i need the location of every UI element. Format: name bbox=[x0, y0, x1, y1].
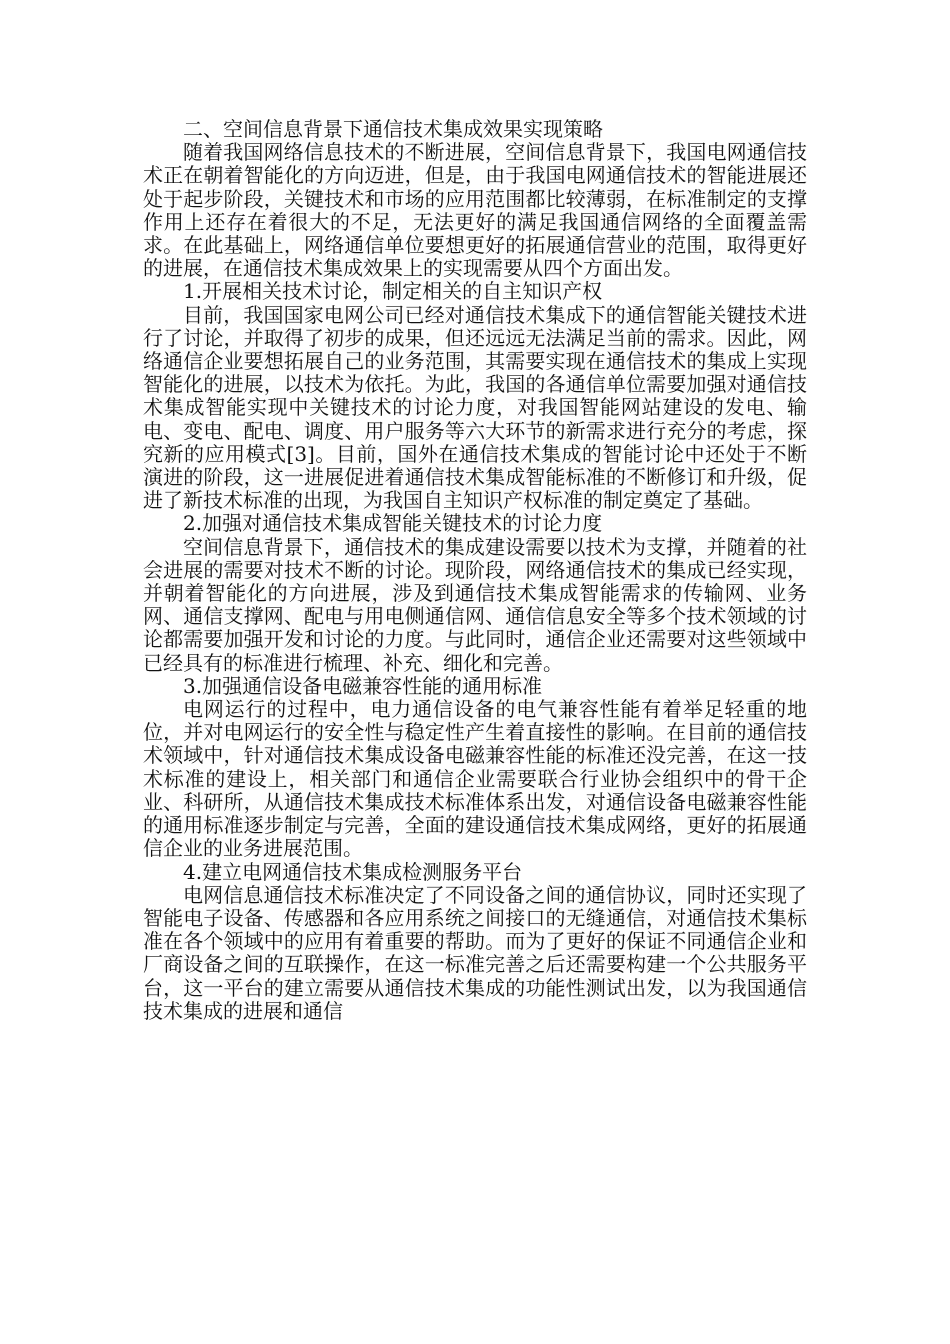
body-paragraph: 随着我国网络信息技术的不断进展，空间信息背景下，我国电网通信技术正在朝着智能化的方向迈进，但是，由于我国电网通信技术的智能进展还处于起步阶段，关键技术和市场的应用范围都比较薄弱，在标准制定的支撑作用上还存在着很大的不足，无法更好的满足我国通信网络的全面覆盖需求。在此基础上，网络通信单位要想更好的拓展通信营业的范围，取得更好的进展，在通信技术集成效果上的实现需要从四个方面出发。 bbox=[143, 140, 807, 281]
subsection-heading-3: 3.加强通信设备电磁兼容性能的通用标准 bbox=[183, 673, 543, 698]
subsection-heading-2: 2.加强对通信技术集成智能关键技术的讨论力度 bbox=[183, 511, 603, 536]
section-heading: 二、空间信息背景下通信技术集成效果实现策略 bbox=[183, 117, 603, 141]
subsection-heading-4: 4.建立电网通信技术集成检测服务平台 bbox=[183, 859, 523, 884]
body-paragraph: 目前，我国国家电网公司已经对通信技术集成下的通信智能关键技术进行了讨论，并取得了初步的成果，但还远远无法满足当前的需求。因此，网络通信企业要想拓展自己的业务范围，其需要实现在通信技术的集成上实现智能化的进展，以技术为依托。为此，我国的各通信单位需要加强对通信技术集成智能实现中关键技术的讨论力度，对我国智能网站建设的发电、输电、变电、配电、调度、用户服务等六大环节的新需求进行充分的考虑，探究新的应用模式[3]。目前，国外在通信技术集成的智能讨论中还处于不断演进的阶段，这一进展促进着通信技术集成智能标准的不断修订和升级，促进了新技术标准的出现，为我国自主知识产权标准的制定奠定了基础。 bbox=[143, 302, 807, 513]
body-paragraph: 电网信息通信技术标准决定了不同设备之间的通信协议，同时还实现了智能电子设备、传感器和各应用系统之间接口的无缝通信，对通信技术集标准在各个领域中的应用有着重要的帮助。而为了更好的保证不同通信企业和厂商设备之间的互联操作，在这一标准完善之后还需要构建一个公共服务平台，这一平台的建立需要从通信技术集成的功能性测试出发，以为我国通信技术集成的进展和通信 bbox=[143, 882, 807, 1023]
document-body bbox=[143, 118, 807, 1023]
body-paragraph: 电网运行的过程中，电力通信设备的电气兼容性能有着举足轻重的地位，并对电网运行的安全性与稳定性产生着直接性的影响。在目前的通信技术领域中，针对通信技术集成设备电磁兼容性能的标准还没完善，在这一技术标准的建设上，相关部门和通信企业需要联合行业协会组织中的骨干企业、科研所，从通信技术集成技术标准体系出发，对通信设备电磁兼容性能的通用标准逐步制定与完善，全面的建设通信技术集成网络，更好的拓展通信企业的业务进展范围。 bbox=[143, 697, 807, 861]
subsection-heading-1: 1.开展相关技术讨论，制定相关的自主知识产权 bbox=[183, 279, 603, 304]
body-paragraph: 空间信息背景下，通信技术的集成建设需要以技术为支撑，并随着的社会进展的需要对技术不断的讨论。现阶段，网络通信技术的集成已经实现，并朝着智能化的方向进展，涉及到通信技术集成智能需求的传输网、业务网、通信支撑网、配电与用电侧通信网、通信信息安全等多个技术领域的讨论都需要加强开发和讨论的力度。与此同时，通信企业还需要对这些领域中已经具有的标准进行梳理、补充、细化和完善。 bbox=[143, 534, 807, 675]
